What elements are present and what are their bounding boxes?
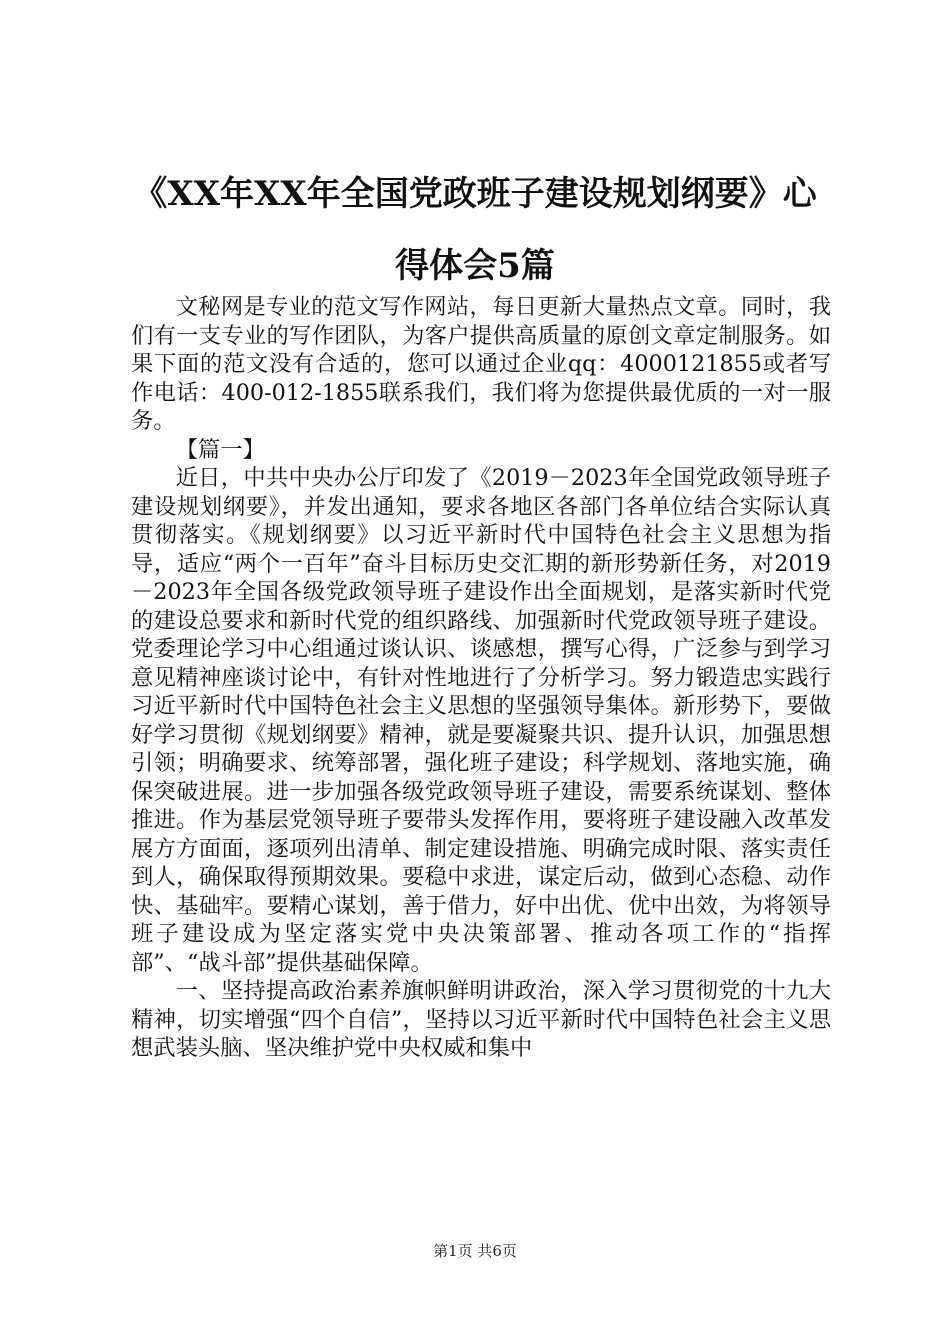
body-paragraph: 一、坚持提高政治素养旗帜鲜明讲政治，深入学习贯彻党的十九大精神，切实增强“四个自信”，坚持以习近平新时代中国特色社会主义思想武装头脑、坚决维护党中央权威和集中 [131,978,831,1061]
document-body [131,293,831,1063]
intro-paragraph: 文秘网是专业的范文写作网站，每日更新大量热点文章。同时，我们有一支专业的写作团队，为客户提供高质量的原创文章定制服务。如果下面的范文没有合适的，您可以通过企业qq：4000121855或者写作电话：400-012-1855联系我们，我们将为您提供最优质的一对一服务。 [131,294,831,434]
page-number-footer: 第1页 共6页 [433,1242,517,1260]
section-heading: 【篇一】 [175,436,265,463]
document-title: 《XX年XX年全国党政班子建设规划纲要》心得体会5篇 [133,174,817,286]
body-paragraph: 近日，中共中央办公厅印发了《2019－2023年全国党政领导班子建设规划纲要》，并发出通知，要求各地区各部门各单位结合实际认真贯彻落实。《规划纲要》以习近平新时代中国特色社会主义思想为指导，适应“两个一百年”奋斗目标历史交汇期的新形势新任务，对2019－2023年全国各级党政领导班子建设作出全面规划，是落实新时代党的建设总要求和新时代党的组织路线、加强新时代党政领导班子建设。党委理论学习中心组通过谈认识、谈感想，撰写心得，广泛参与到学习意见精神座谈讨论中，有针对性地进行了分析学习。努力锻造忠实践行习近平新时代中国特色社会主义思想的坚强领导集体。新形势下，要做好学习贯彻《规划纲要》精神，就是要凝聚共识、提升认识，加强思想引领；明确要求、统筹部署，强化班子建设；科学规划、落地实施，确保突破进展。进一步加强各级党政领导班子建设，需要系统谋划、整体推进。作为基层党领导班子要带头发挥作用，要将班子建设融入改革发展方方面面，逐项列出清单、制定建设措施、明确完成时限、落实责任到人，确保取得预期效果。要稳中求进，谋定后动，做到心态稳、动作快、基础牢。要精心谋划，善于借力，好中出优、优中出效，为将领导班子建设成为坚定落实党中央决策部署、推动各项工作的“指挥部”、“战斗部”提供基础保障。 [131,465,831,976]
